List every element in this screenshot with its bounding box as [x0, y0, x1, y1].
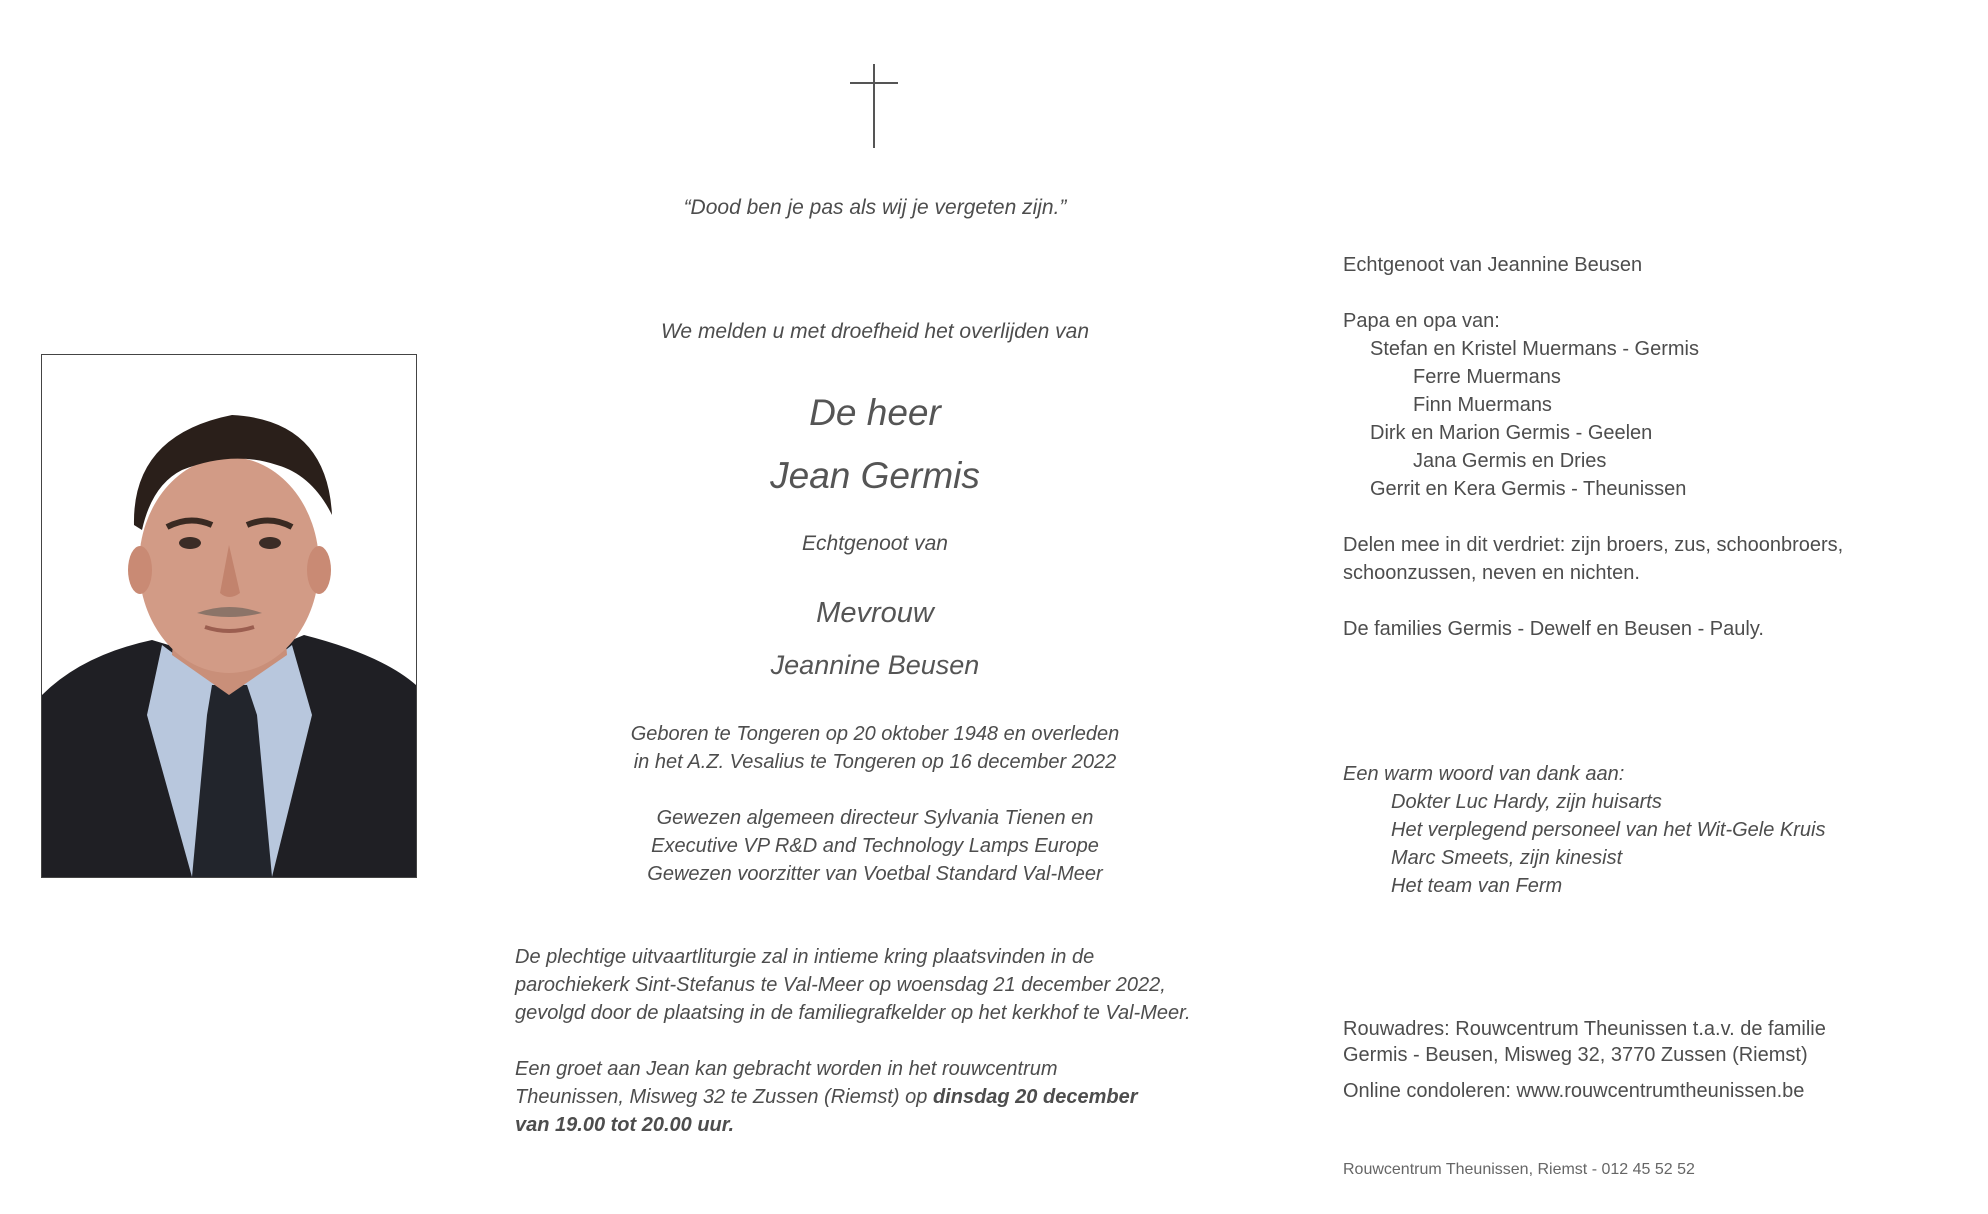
spouse-name: Jeannine Beusen [770, 650, 980, 680]
visit-date: dinsdag 20 december [932, 1086, 1138, 1108]
quote: “Dood ben je pas als wij je vergeten zijn.” [683, 196, 1067, 219]
birth-line: Geboren te Tongeren op 20 oktober 1948 en overleden [630, 723, 1120, 745]
portrait-photo [41, 354, 417, 878]
deceased-title: De heer [809, 392, 941, 433]
visit-line [515, 1083, 1255, 1111]
thanks-item: Marc Smeets, zijn kinesist [1391, 847, 1623, 869]
grandchild-name: Jana Germis en Dries [1413, 450, 1607, 472]
thanks-item: Dokter Luc Hardy, zijn huisarts [1391, 791, 1662, 813]
address-line: Rouwadres: Rouwcentrum Theunissen t.a.v. de familie [1343, 1018, 1826, 1040]
visit-line: Een groet aan Jean kan gebracht worden in het rouwcentrum [515, 1058, 1058, 1080]
visit-time: van 19.00 tot 20.00 uur. [515, 1114, 734, 1136]
footer-credit: Rouwcentrum Theunissen, Riemst - 012 45 52 52 [1343, 1161, 1695, 1178]
funeral-line: parochiekerk Sint-Stefanus te Val-Meer op woensdag 21 december 2022, [515, 974, 1166, 996]
child-name: Dirk en Marion Germis - Geelen [1370, 422, 1653, 444]
spouse-title: Mevrouw [816, 597, 934, 629]
spouse-line: Echtgenoot van Jeannine Beusen [1343, 254, 1643, 276]
share-line: schoonzussen, neven en nichten. [1343, 562, 1640, 584]
spouse-label: Echtgenoot van [802, 532, 948, 555]
career-line: Executive VP R&D and Technology Lamps Europe [651, 835, 1099, 857]
deceased-name: Jean Germis [770, 455, 980, 496]
child-name: Gerrit en Kera Germis - Theunissen [1370, 478, 1687, 500]
funeral-line: gevolgd door de plaatsing in de familiegrafkelder op het kerkhof te Val-Meer. [515, 1002, 1191, 1024]
grandchild-name: Finn Muermans [1413, 394, 1552, 416]
online-condolence-link[interactable]: Online condoleren: www.rouwcentrumtheunissen.be [1343, 1080, 1805, 1102]
intro-text: We melden u met droefheid het overlijden van [660, 320, 1090, 343]
visit-line [515, 1111, 1255, 1139]
child-name: Stefan en Kristel Muermans - Germis [1370, 338, 1699, 360]
visit-info [515, 1055, 1255, 1139]
birth-info [500, 720, 1250, 776]
birth-line: in het A.Z. Vesalius te Tongeren op 16 december 2022 [633, 751, 1117, 773]
grandchild-name: Ferre Muermans [1413, 366, 1561, 388]
thanks-item: Het team van Ferm [1391, 875, 1563, 897]
cross-icon [850, 64, 898, 148]
mourning-address [1343, 1016, 1943, 1068]
thanks-section [1343, 760, 1943, 900]
parent-label: Papa en opa van: [1343, 310, 1500, 332]
career-line: Gewezen algemeen directeur Sylvania Tienen en [656, 807, 1094, 829]
thanks-item: Het verplegend personeel van het Wit-Gele Kruis [1391, 819, 1826, 841]
thanks-label: Een warm woord van dank aan: [1343, 763, 1625, 785]
career-info [500, 804, 1250, 888]
visit-line-text: Theunissen, Misweg 32 te Zussen (Riemst) op [515, 1086, 933, 1108]
funeral-line: De plechtige uitvaartliturgie zal in intieme kring plaatsvinden in de [515, 946, 1095, 968]
career-line: Gewezen voorzitter van Voetbal Standard Val-Meer [647, 863, 1103, 885]
funeral-info [515, 943, 1255, 1027]
address-line: Germis - Beusen, Misweg 32, 3770 Zussen (Riemst) [1343, 1044, 1808, 1066]
families-line: De families Germis - Dewelf en Beusen - Pauly. [1343, 618, 1764, 640]
family-section [1343, 251, 1943, 643]
share-line: Delen mee in dit verdriet: zijn broers, zus, schoonbroers, [1343, 534, 1844, 556]
